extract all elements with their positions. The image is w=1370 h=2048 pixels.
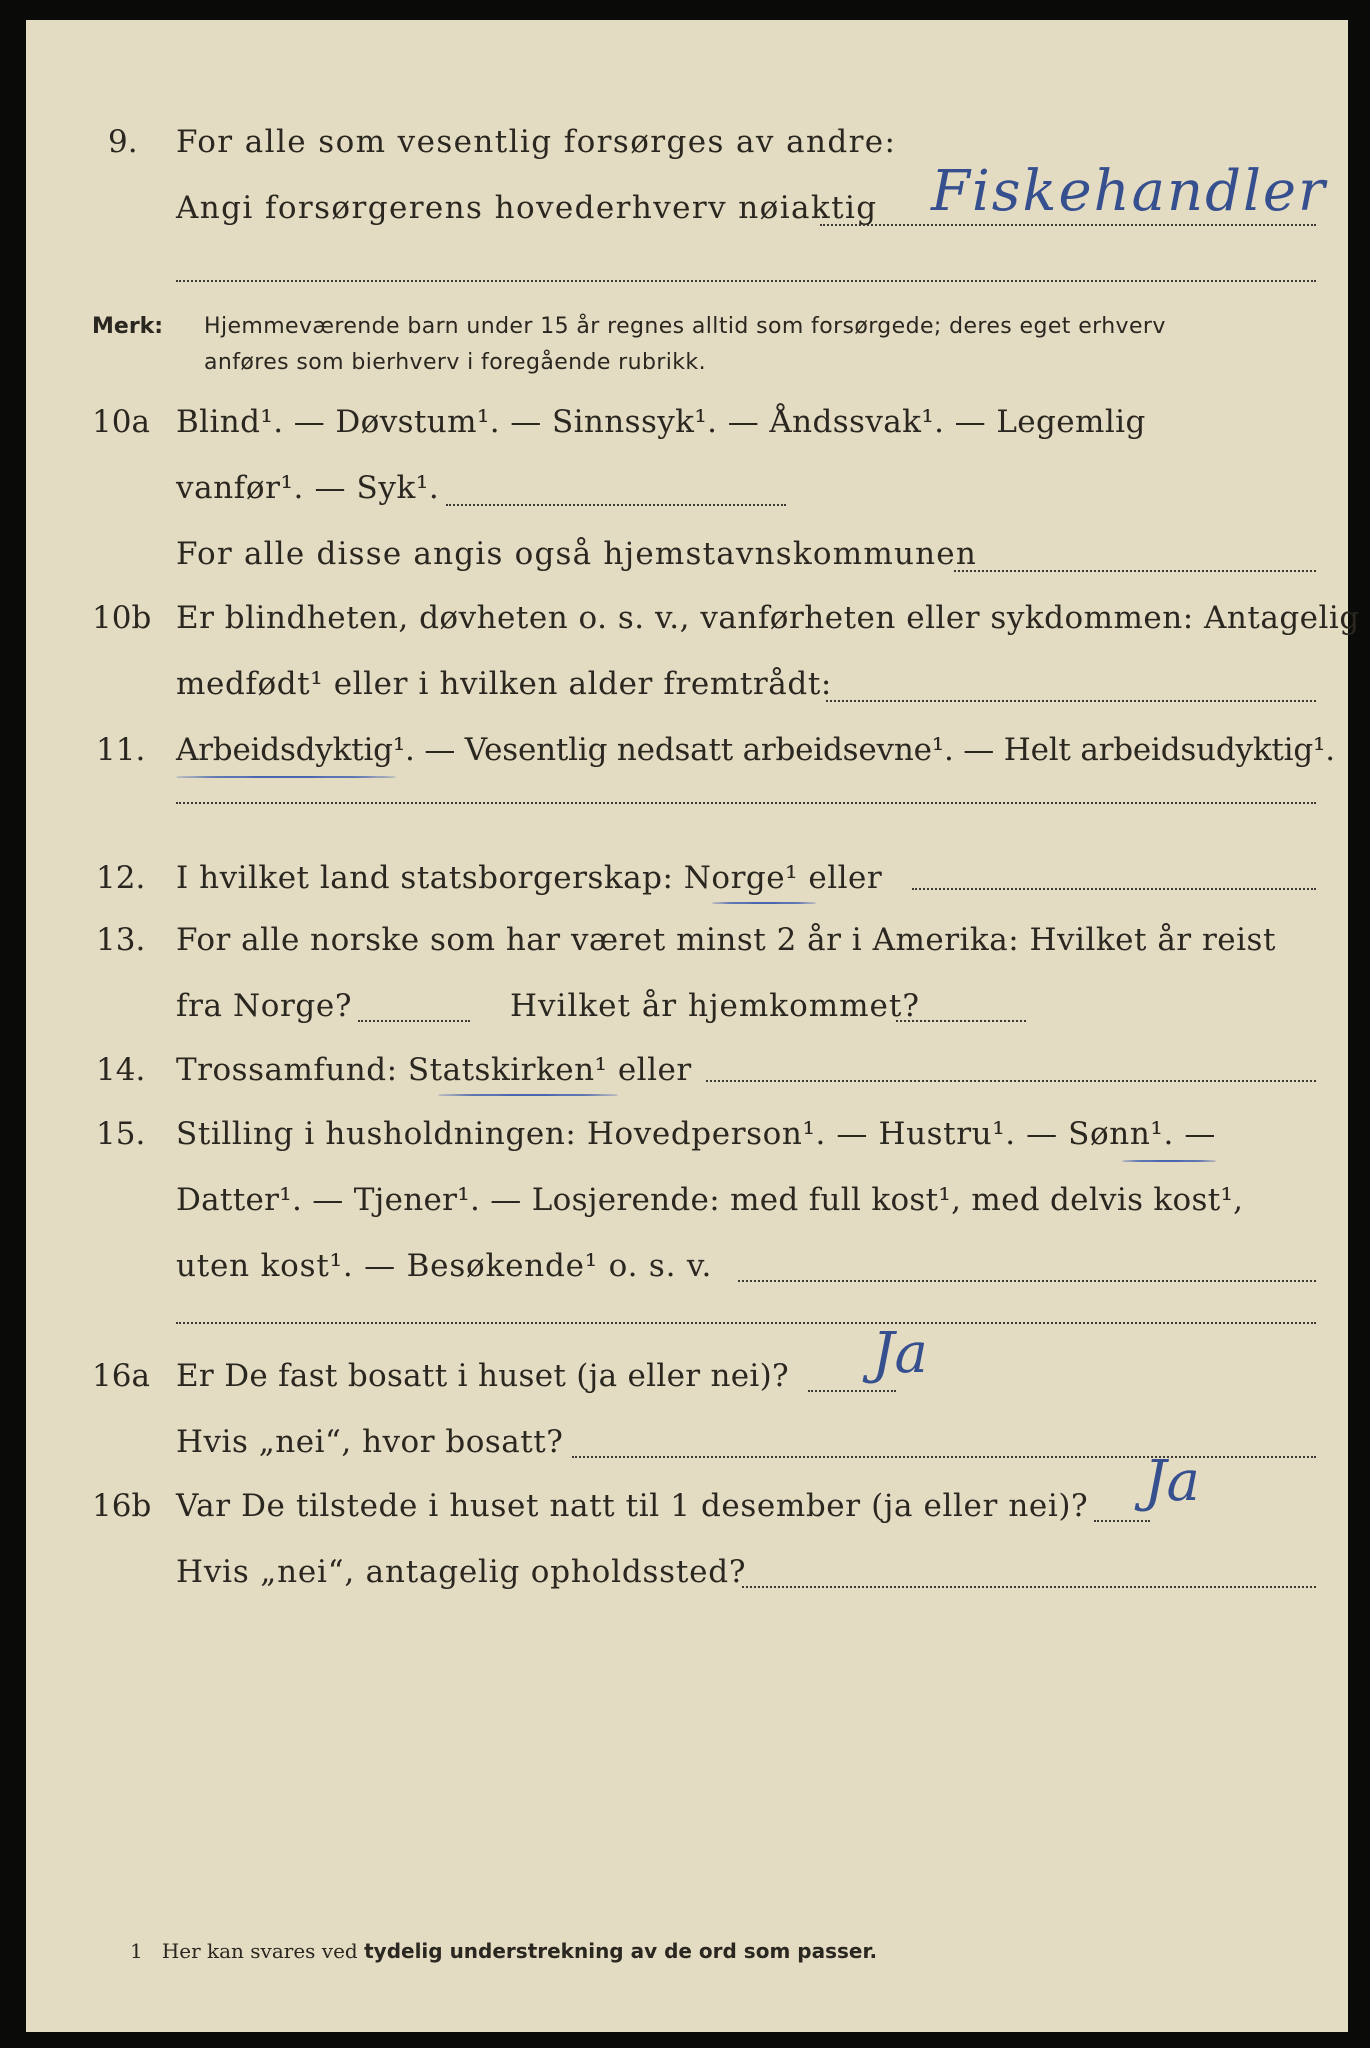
question-16b-handwritten-answer: Ja (1144, 1449, 1200, 1514)
question-13-line2a: fra Norge? (176, 988, 353, 1024)
merk-label: Merk: (92, 314, 164, 339)
question-11-number: 11. (96, 732, 146, 768)
question-10a-line2: vanfør¹. — Syk¹. (176, 470, 440, 506)
question-12-number: 12. (96, 860, 146, 896)
merk-line2: anføres som bierhverv i foregående rubrikk. (204, 350, 706, 375)
question-13-line2b: Hvilket år hjemkommet? (510, 988, 920, 1024)
question-10a-line1: Blind¹. — Døvstum¹. — Sinnssyk¹. — Åndssvak¹. — Legemlig (176, 404, 1146, 440)
merk-line1: Hjemmeværende barn under 15 år regnes alltid som forsørgede; deres eget erhverv (204, 314, 1166, 339)
question-16a-bosatt-line (572, 1456, 1316, 1458)
question-16a-answer-line (808, 1390, 896, 1392)
question-12-answer-line (912, 888, 1316, 890)
question-16a-line2: Hvis „nei“, hvor bosatt? (176, 1424, 564, 1460)
question-15-line2: Datter¹. — Tjener¹. — Losjerende: med full kost¹, med delvis kost¹, (176, 1182, 1244, 1218)
arbeidsdyktig-underline (176, 776, 396, 778)
question-16b-opholdssted-line (742, 1586, 1316, 1588)
question-13-line1: For alle norske som har været minst 2 år i Amerika: Hvilket år reist (176, 922, 1276, 958)
question-10b-line1: Er blindheten, døvheten o. s. v., vanførheten eller sykdommen: Antagelig (176, 600, 1360, 636)
question-16b-number: 16b (92, 1488, 152, 1524)
question-10b-line2: medfødt¹ eller i hvilken alder fremtrådt: (176, 666, 832, 702)
question-15-line1: Stilling i husholdningen: Hovedperson¹. — Hustru¹. — Sønn¹. — (176, 1116, 1216, 1152)
question-9-line2: Angi forsørgerens hovederhverv nøiaktig (176, 190, 878, 226)
norge-underline (712, 902, 816, 904)
question-13-hjemkommet-line (896, 1020, 1026, 1022)
question-16a-line1: Er De fast bosatt i huset (ja eller nei)? (176, 1358, 789, 1394)
question-11-extra-line (176, 802, 1316, 804)
question-14-line1: Trossamfund: Statskirken¹ eller (176, 1052, 692, 1088)
question-16b-line2: Hvis „nei“, antagelig opholdssted? (176, 1554, 747, 1590)
question-9-answer-line (820, 224, 1316, 226)
question-16b-line1: Var De tilstede i huset natt til 1 desember (ja eller nei)? (176, 1488, 1089, 1524)
question-10a-answer-line (446, 504, 786, 506)
footnote-mark: 1 (130, 1939, 143, 1963)
footnote-text-bold: tydelig understrekning av de ord som passer. (364, 1939, 878, 1963)
census-form-page (26, 20, 1360, 2032)
question-14-answer-line (706, 1080, 1316, 1082)
question-14-number: 14. (96, 1052, 146, 1088)
footnote-text-plain: Her kan svares ved (161, 1939, 358, 1963)
question-10a-line3: For alle disse angis også hjemstavnskommunen (176, 536, 977, 572)
question-15-answer-line (738, 1280, 1316, 1282)
question-10a-kommune-line (954, 570, 1316, 572)
question-15-number: 15. (96, 1116, 146, 1152)
statskirken-underline (438, 1094, 618, 1096)
question-16b-answer-line (1094, 1520, 1150, 1522)
question-9-extra-line (176, 280, 1316, 282)
question-11-line1: Arbeidsdyktig¹. — Vesentlig nedsatt arbeidsevne¹. — Helt arbeidsudyktig¹. (176, 732, 1335, 768)
question-10a-number: 10a (92, 404, 150, 440)
footnote (130, 1938, 877, 1964)
question-16a-number: 16a (92, 1358, 150, 1394)
question-16a-handwritten-answer: Ja (872, 1321, 928, 1386)
question-13-reist-line (358, 1020, 470, 1022)
question-12-line1: I hvilket land statsborgerskap: Norge¹ eller (176, 860, 883, 896)
question-9-line1: For alle som vesentlig forsørges av andre: (176, 124, 897, 160)
sonn-underline (1122, 1160, 1216, 1162)
question-10b-answer-line (826, 700, 1316, 702)
question-15-extra-line (176, 1322, 1316, 1324)
question-9-handwritten-answer: Fiskehandler (931, 159, 1327, 224)
question-10b-number: 10b (92, 600, 152, 636)
question-9-number: 9. (108, 124, 138, 160)
question-13-number: 13. (96, 922, 146, 958)
question-15-line3: uten kost¹. — Besøkende¹ o. s. v. (176, 1248, 713, 1284)
